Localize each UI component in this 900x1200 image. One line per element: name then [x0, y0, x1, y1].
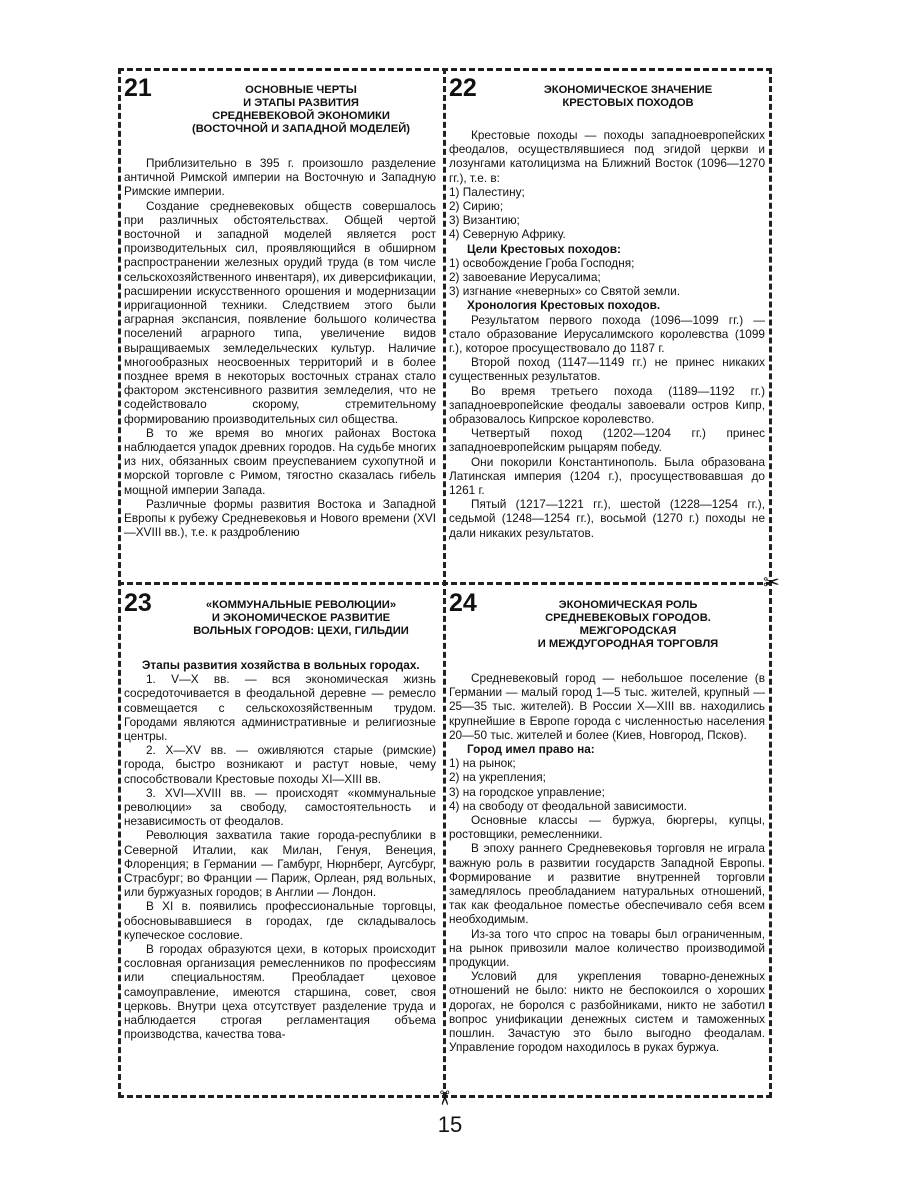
- paragraph: Создание средневековых обществ совершалось при различных обстоятельствах. Общей чертой восточной и западной моделей является рост производительных сил, проявляющийся в обширном распространении железных орудий труда (в том числе сельскохозяйственного инвентаря), их диверсификации, расширении искусственного орошения и модернизации ирригационной техники. Следствием этого были аграрная экспансия, появление большого количества поселений аграрного типа, увеличение видов выращиваемых земледельческих культур. Наличие многообразных неосвоенных территорий и в более позднее время в некоторых восточных странах стало фактором экстенсивного развития земледелия, что не содействовало скорому, стремительному формированию производительных сил общества.: [124, 198, 436, 426]
- list-item: 2) Сирию;: [449, 199, 504, 214]
- page-number: 15: [437, 1112, 463, 1137]
- list-item: 4) на свободу от феодальной зависимости.: [449, 798, 687, 813]
- intro-paragraph: Средневековый город — небольшое поселение (в Германии — малый город 1—5 тыс. жителей, крупный — 25—35 тыс. жителей). В России X—XIII вв. находились крупнейшие в Европе города с численностью населения 20—50 тыс. жителей и более (Киев, Новгород, Псков).: [449, 671, 765, 742]
- paragraph: Они покорили Константинополь. Была образована Латинская империя (1204 г.), просуществовавшая до 1261 г.: [449, 454, 765, 498]
- card-number: 21: [124, 74, 152, 102]
- list-item: 3) Византию;: [449, 213, 520, 228]
- paragraph: Основные классы — буржуа, бюргеры, купцы, ростовщики, ремесленники.: [449, 813, 765, 842]
- card-21: [124, 74, 436, 578]
- paragraph: Условий для укрепления товарно-денежных отношений не было: никто не беспокоился о хороших дорогах, не боролся с разбойниками, никто не заботил вопрос унификации денежных систем и таможенных пошлин. Зачастую это было выгодно феодалам. Управление городом находилось в руках буржуа.: [449, 969, 765, 1055]
- paragraph: 2. X—XV вв. — оживляются старые (римские) города, быстро возникают и растут новые, чему способствовали Крестовые походы XI—XIII вв.: [124, 743, 436, 786]
- card-title: «КОММУНАЛЬНЫЕ РЕВОЛЮЦИИ» И ЭКОНОМИЧЕСКОЕ РАЗВИТИЕ ВОЛЬНЫХ ГОРОДОВ: ЦЕХИ, ГИЛЬДИИ: [193, 599, 409, 637]
- rights-heading: Город имел право на:: [467, 742, 595, 757]
- horizontal-cut-line: [118, 582, 772, 585]
- card-body: [449, 128, 765, 540]
- list-item: 2) на укрепления;: [449, 770, 546, 785]
- card-title: ЭКОНОМИЧЕСКАЯ РОЛЬ СРЕДНЕВЕКОВЫХ ГОРОДОВ. МЕЖГОРОДСКАЯ И МЕЖДУГОРОДНАЯ ТОРГОВЛЯ: [537, 599, 719, 650]
- paragraph: Приблизительно в 395 г. произошло разделение античной Римской империи на Восточную и Западную Римские империи.: [124, 156, 436, 199]
- paragraph: Во время третьего похода (1189—1192 гг.) западноевропейские феодалы завоевали остров Кипр, образовалось Кипрское королевство.: [449, 383, 765, 427]
- chronology-heading: Хронология Крестовых походов.: [467, 298, 661, 313]
- card-number: 24: [449, 589, 477, 617]
- card-22: [449, 74, 765, 578]
- card-number: 22: [449, 74, 477, 102]
- card-body: [449, 671, 765, 1054]
- list-item: 2) завоевание Иерусалима;: [449, 270, 601, 285]
- paragraph: Четвертый поход (1202—1204 гг.) принес западноевропейским рыцарям победу.: [449, 426, 765, 455]
- paragraph: Из-за того что спрос на товары был ограниченным, на рынок привозили малое количество производимой продукции.: [449, 926, 765, 970]
- list-item: 3) на городское управление;: [449, 784, 605, 799]
- scissors-icon: ✂: [763, 572, 780, 594]
- paragraph: 3. XVI—XVIII вв. — происходят «коммунальные революции» за свободу, самостоятельность и независимость от феодалов.: [124, 785, 436, 829]
- card-title: ЭКОНОМИЧЕСКОЕ ЗНАЧЕНИЕ КРЕСТОВЫХ ПОХОДОВ: [543, 84, 713, 109]
- card-body: [124, 156, 436, 539]
- card-number: 23: [124, 589, 152, 617]
- intro-paragraph: Крестовые походы — походы западноевропейских феодалов, осуществлявшиеся под эгидой церкви и лозунгами католицизма на Ближний Восток (1096—1270 гг.), т.е. в:: [449, 128, 765, 185]
- card-23: [124, 589, 436, 1093]
- paragraph: В то же время во многих районах Востока наблюдается упадок древних городов. На судьбе многих из них, обязанных своим преуспеванием сухопутной и морской торговле с Римом, тягостно сказалась гибель мощной империи Запада.: [124, 425, 436, 497]
- paragraph: Различные формы развития Востока и Западной Европы к рубежу Средневековья и Нового времени (XVI—XVIII вв.), т.е. к раздроблению: [124, 496, 436, 540]
- list-item: 1) на рынок;: [449, 756, 516, 771]
- paragraph: Второй поход (1147—1149 гг.) не принес никаких существенных результатов.: [449, 355, 765, 384]
- paragraph: Пятый (1217—1221 гг.), шестой (1228—1254 гг.), седьмой (1248—1254 гг.), восьмой (1270 г.) походы не дали никаких результатов.: [449, 497, 765, 540]
- paragraph: В городах образуются цехи, в которых происходит сословная организация ремесленников по профессиям или специальностям. Преобладает цеховое самоуправление, имеются старшина, совет, своя церковь. Внутри цеха отсутствует разделение труда и наблюдается строгая регламентация объема производства, качества това-: [124, 942, 436, 1042]
- scissors-icon: ✂: [432, 1089, 455, 1107]
- paragraph: Революция захватила такие города-республики в Северной Италии, как Милан, Генуя, Венеция, Флоренция; в Германии — Гамбург, Нюрнберг, Аугсбург, Страсбург; во Франции — Париж, Орлеан, ряд вольных, или буржуазных городов; в Англии — Лондон.: [124, 828, 436, 900]
- card-body: [124, 658, 436, 1041]
- card-24: [449, 589, 765, 1093]
- paragraph: В эпоху раннего Средневековья торговля не играла важную роль в развитии государств Западной Европы. Формирование и развитие внутренней торговли замедлялось преобладанием натуральных отношений, так как феодальное поместье обеспечивало себя всем необходимым.: [449, 841, 765, 927]
- list-item: 4) Северную Африку.: [449, 227, 566, 242]
- paragraph: Результатом первого похода (1096—1099 гг.) — стало образование Иерусалимского королевства (1099 г.), которое просуществовало до 1187 г.: [449, 312, 765, 356]
- list-item: 1) освобождение Гроба Господня;: [449, 255, 635, 270]
- paragraph: 1. V—X вв. — вся экономическая жизнь сосредоточивается в феодальной деревне — ремесло совмещается с сельскохозяйственным трудом. Городами являются административные и религиозные центры.: [124, 672, 436, 744]
- list-item: 3) изгнание «неверных» со Святой земли.: [449, 284, 681, 299]
- stages-heading: Этапы развития хозяйства в вольных городах.: [142, 658, 420, 672]
- card-title: ОСНОВНЫЕ ЧЕРТЫ И ЭТАПЫ РАЗВИТИЯ СРЕДНЕВЕКОВОЙ ЭКОНОМИКИ (ВОСТОЧНОЙ И ЗАПАДНОЙ МОДЕЛЕЙ): [192, 84, 410, 135]
- list-item: 1) Палестину;: [449, 184, 525, 199]
- paragraph: В XI в. появились профессиональные торговцы, обосновывавшиеся в городах, где складывалось купеческое сословие.: [124, 899, 436, 942]
- goals-heading: Цели Крестовых походов:: [467, 241, 621, 256]
